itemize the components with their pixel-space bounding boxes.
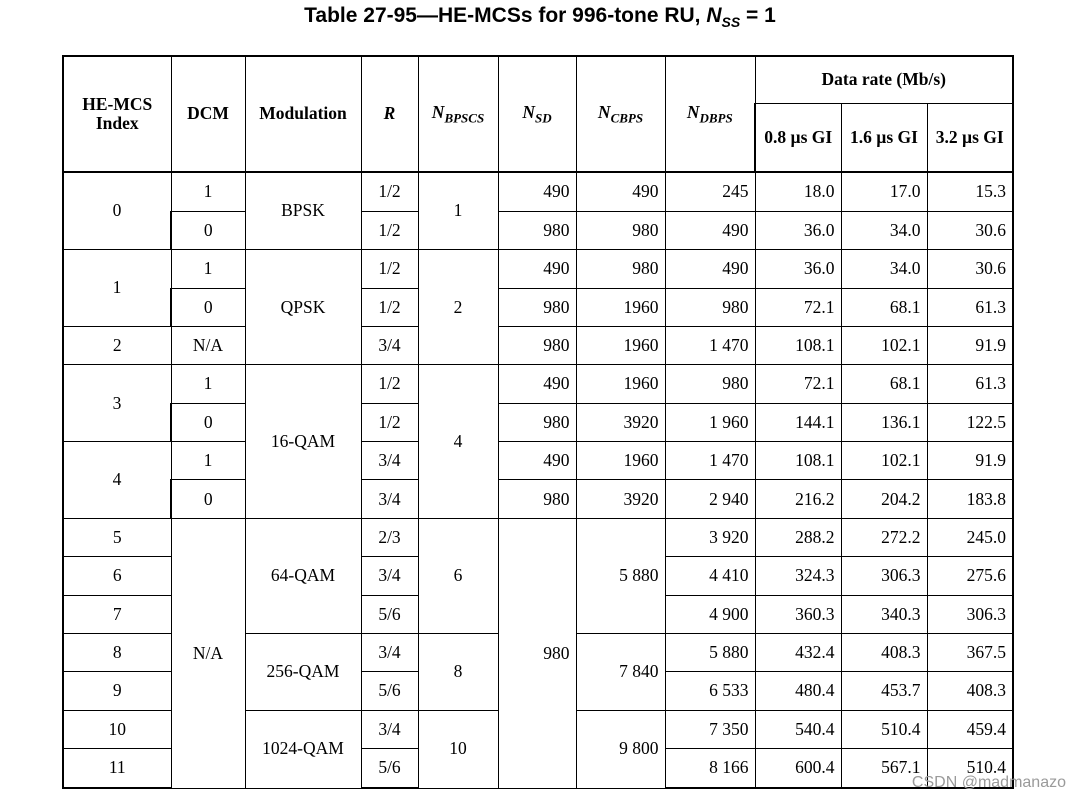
cell-ncbps: 1960 [576,365,665,403]
cell-dcm: 0 [171,403,245,441]
cell-ncbps: 3920 [576,480,665,518]
cell-rate-gi-0-8: 36.0 [755,250,841,288]
header-gi-0-8: 0.8 µs GI [755,103,841,172]
cell-dcm: 1 [171,442,245,480]
cell-rate-gi-1-6: 34.0 [841,211,927,249]
cell-rate-gi-1-6: 306.3 [841,557,927,595]
cell-modulation: 16-QAM [245,365,361,519]
cell-rate-gi-0-8: 288.2 [755,518,841,556]
cell-rate-gi-1-6: 68.1 [841,288,927,326]
header-nsd: $N_{SD}$ [498,56,576,172]
table-row [63,326,1013,364]
header-ndbps: $N_{DBPS}$ [665,56,755,172]
header-nbpscs: $N_{BPSCS}$ [418,56,498,172]
cell-index: 9 [63,672,171,710]
cell-rate-gi-1-6: 102.1 [841,442,927,480]
cell-nsd: 490 [498,172,576,211]
cell-rate-gi-0-8: 18.0 [755,172,841,211]
cell-rate-gi-3-2: 408.3 [927,672,1013,710]
cell-r: 1/2 [361,288,418,326]
header-ncbps: $N_{CBPS}$ [576,56,665,172]
cell-ndbps: 1 470 [665,442,755,480]
cell-nbpscs: 6 [418,518,498,633]
cell-rate-gi-1-6: 510.4 [841,710,927,748]
cell-ncbps: 9 800 [576,710,665,788]
cell-r: 5/6 [361,672,418,710]
table-row [63,518,1013,556]
cell-ndbps: 8 166 [665,749,755,788]
title-prefix: Table 27-95—HE-MCSs for 996-tone RU, [304,4,707,27]
cell-ndbps: 1 470 [665,326,755,364]
header-r: R [361,56,418,172]
cell-nsd: 490 [498,442,576,480]
cell-modulation: QPSK [245,250,361,365]
cell-rate-gi-3-2: 91.9 [927,442,1013,480]
cell-dcm: 0 [171,288,245,326]
cell-rate-gi-3-2: 367.5 [927,633,1013,671]
table-row [63,403,1013,441]
table-title [0,4,1080,30]
cell-rate-gi-1-6: 102.1 [841,326,927,364]
cell-index: 11 [63,749,171,788]
table-row [63,442,1013,480]
cell-modulation: 64-QAM [245,518,361,633]
cell-ncbps: 490 [576,172,665,211]
cell-ncbps: 1960 [576,326,665,364]
cell-ncbps: 7 840 [576,633,665,710]
cell-nsd: 980 [498,480,576,518]
cell-ncbps: 5 880 [576,518,665,633]
cell-ndbps: 980 [665,288,755,326]
cell-r: 3/4 [361,710,418,748]
cell-r: 1/2 [361,172,418,211]
cell-ncbps: 3920 [576,403,665,441]
cell-nsd: 980 [498,403,576,441]
cell-nsd: 490 [498,365,576,403]
cell-nsd: 980 [498,326,576,364]
cell-rate-gi-3-2: 15.3 [927,172,1013,211]
cell-rate-gi-0-8: 600.4 [755,749,841,788]
cell-rate-gi-0-8: 72.1 [755,288,841,326]
table-row [63,211,1013,249]
cell-rate-gi-0-8: 108.1 [755,326,841,364]
cell-rate-gi-3-2: 510.4 [927,749,1013,788]
cell-index: 5 [63,518,171,556]
cell-rate-gi-0-8: 360.3 [755,595,841,633]
title-suffix: = 1 [740,4,776,27]
cell-rate-gi-1-6: 453.7 [841,672,927,710]
cell-ndbps: 4 410 [665,557,755,595]
cell-ncbps: 1960 [576,442,665,480]
cell-r: 3/4 [361,480,418,518]
cell-rate-gi-0-8: 540.4 [755,710,841,748]
cell-r: 3/4 [361,326,418,364]
cell-ncbps: 980 [576,250,665,288]
cell-rate-gi-3-2: 122.5 [927,403,1013,441]
header-he-mcs-index: HE-MCS Index [63,56,171,172]
cell-dcm: 0 [171,480,245,518]
cell-index: 2 [63,326,171,364]
cell-nsd: 490 [498,250,576,288]
cell-rate-gi-0-8: 144.1 [755,403,841,441]
cell-rate-gi-1-6: 567.1 [841,749,927,788]
header-data-rate: Data rate (Mb/s) [755,56,1013,103]
cell-dcm: 1 [171,365,245,403]
cell-index: 3 [63,365,171,442]
cell-nbpscs: 4 [418,365,498,519]
cell-rate-gi-0-8: 432.4 [755,633,841,671]
cell-rate-gi-0-8: 216.2 [755,480,841,518]
header-gi-1-6: 1.6 µs GI [841,103,927,172]
cell-r: 3/4 [361,633,418,671]
cell-ndbps: 7 350 [665,710,755,748]
cell-nbpscs: 8 [418,633,498,710]
cell-ndbps: 245 [665,172,755,211]
cell-r: 1/2 [361,211,418,249]
he-mcs-table [62,55,1014,789]
cell-dcm: 1 [171,250,245,288]
watermark: CSDN @madmanazo [911,774,1066,791]
cell-index: 10 [63,710,171,748]
cell-rate-gi-3-2: 275.6 [927,557,1013,595]
cell-modulation: 256-QAM [245,633,361,710]
title-sub: SS [721,14,741,31]
cell-modulation: 1024-QAM [245,710,361,788]
cell-rate-gi-0-8: 36.0 [755,211,841,249]
cell-ndbps: 490 [665,211,755,249]
cell-rate-gi-0-8: 72.1 [755,365,841,403]
cell-ncbps: 980 [576,211,665,249]
cell-index: 8 [63,633,171,671]
cell-rate-gi-1-6: 136.1 [841,403,927,441]
cell-r: 1/2 [361,365,418,403]
cell-nbpscs: 1 [418,172,498,250]
title-var: N [706,4,722,27]
cell-rate-gi-0-8: 324.3 [755,557,841,595]
cell-index: 1 [63,250,171,327]
cell-index: 0 [63,172,171,250]
cell-r: 3/4 [361,557,418,595]
table-row [63,250,1013,288]
header-modulation: Modulation [245,56,361,172]
cell-rate-gi-1-6: 68.1 [841,365,927,403]
table-row [63,480,1013,518]
cell-ndbps: 3 920 [665,518,755,556]
cell-nsd: 980 [498,211,576,249]
cell-rate-gi-1-6: 272.2 [841,518,927,556]
cell-rate-gi-1-6: 204.2 [841,480,927,518]
cell-index: 4 [63,442,171,519]
cell-r: 5/6 [361,749,418,788]
cell-dcm: N/A [171,326,245,364]
cell-dcm: N/A [171,518,245,788]
cell-rate-gi-3-2: 91.9 [927,326,1013,364]
cell-index: 6 [63,557,171,595]
cell-ndbps: 5 880 [665,633,755,671]
cell-rate-gi-3-2: 30.6 [927,250,1013,288]
cell-dcm: 1 [171,172,245,211]
cell-ncbps: 1960 [576,288,665,326]
cell-rate-gi-3-2: 30.6 [927,211,1013,249]
cell-ndbps: 4 900 [665,595,755,633]
cell-nbpscs: 10 [418,710,498,788]
cell-rate-gi-3-2: 459.4 [927,710,1013,748]
cell-rate-gi-1-6: 408.3 [841,633,927,671]
cell-nsd: 980 [498,518,576,788]
cell-rate-gi-3-2: 183.8 [927,480,1013,518]
cell-r: 5/6 [361,595,418,633]
cell-rate-gi-0-8: 108.1 [755,442,841,480]
cell-index: 7 [63,595,171,633]
header-dcm: DCM [171,56,245,172]
cell-ndbps: 6 533 [665,672,755,710]
cell-ndbps: 2 940 [665,480,755,518]
cell-nbpscs: 2 [418,250,498,365]
cell-r: 1/2 [361,250,418,288]
cell-r: 2/3 [361,518,418,556]
cell-rate-gi-3-2: 306.3 [927,595,1013,633]
table-row [63,288,1013,326]
cell-ndbps: 1 960 [665,403,755,441]
cell-rate-gi-0-8: 480.4 [755,672,841,710]
table-row [63,365,1013,403]
cell-r: 1/2 [361,403,418,441]
cell-rate-gi-3-2: 61.3 [927,288,1013,326]
cell-nsd: 980 [498,288,576,326]
cell-ndbps: 490 [665,250,755,288]
cell-rate-gi-1-6: 17.0 [841,172,927,211]
header-gi-3-2: 3.2 µs GI [927,103,1013,172]
cell-ndbps: 980 [665,365,755,403]
cell-modulation: BPSK [245,172,361,250]
cell-dcm: 0 [171,211,245,249]
cell-r: 3/4 [361,442,418,480]
cell-rate-gi-1-6: 34.0 [841,250,927,288]
cell-rate-gi-3-2: 245.0 [927,518,1013,556]
cell-rate-gi-1-6: 340.3 [841,595,927,633]
cell-rate-gi-3-2: 61.3 [927,365,1013,403]
table-row [63,172,1013,211]
